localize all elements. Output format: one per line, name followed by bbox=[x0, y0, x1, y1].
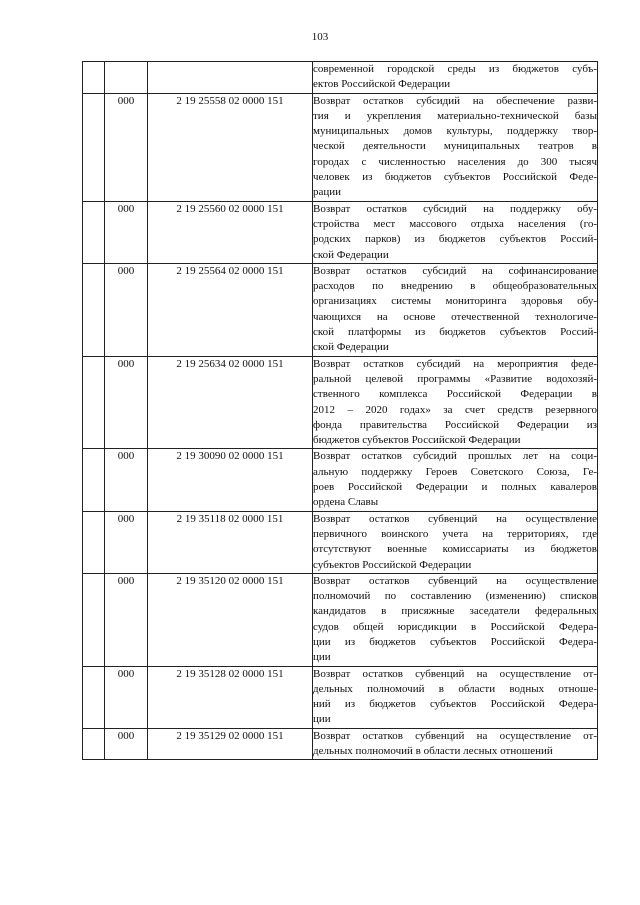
revenue-name-cell bbox=[313, 263, 598, 356]
revenue-name-line: Возврат остатков субвенций на осуществление bbox=[313, 574, 597, 587]
revenue-name-line: полномочий по составлению (изменению) списков bbox=[313, 590, 597, 603]
table-row bbox=[83, 449, 598, 511]
revenue-name-cell bbox=[313, 666, 598, 728]
revenue-name-line: Возврат остатков субсидий на софинансирование bbox=[313, 264, 597, 277]
revenue-name-line: ской Федерации bbox=[313, 248, 389, 261]
revenue-name-cell bbox=[313, 62, 598, 94]
administrator-code-cell bbox=[105, 62, 148, 94]
administrator-code-cell: 000 bbox=[105, 263, 148, 356]
revenue-name-line: Возврат остатков субсидий на мероприятия феде- bbox=[313, 357, 597, 370]
empty-cell bbox=[83, 263, 105, 356]
empty-cell bbox=[83, 449, 105, 511]
revenue-name-line: альную поддержку Героев Советского Союза, Ге- bbox=[313, 465, 597, 478]
table-row bbox=[83, 263, 598, 356]
revenue-name-line: Возврат остатков субсидий прошлых лет на соци- bbox=[313, 450, 597, 463]
empty-cell bbox=[83, 728, 105, 760]
budget-classification-table bbox=[82, 61, 598, 760]
revenue-name-line: судов общей юрисдикции в Российской Федера- bbox=[313, 620, 597, 633]
revenue-name-cell bbox=[313, 573, 598, 666]
administrator-code-cell: 000 bbox=[105, 728, 148, 760]
revenue-name-line: ции bbox=[313, 651, 331, 664]
administrator-code-cell: 000 bbox=[105, 201, 148, 263]
revenue-name-line: 2012 – 2020 годах» за счет средств резервного bbox=[313, 403, 597, 416]
revenue-name-cell bbox=[313, 728, 598, 760]
budget-code-cell: 2 19 25564 02 0000 151 bbox=[148, 263, 313, 356]
revenue-name-line: ции из бюджетов субъектов Российской Федера- bbox=[313, 635, 597, 648]
budget-code-cell: 2 19 35129 02 0000 151 bbox=[148, 728, 313, 760]
administrator-code-cell: 000 bbox=[105, 511, 148, 573]
revenue-name-cell bbox=[313, 356, 598, 449]
revenue-name-line: городах с численностью населения до 300 тысяч bbox=[313, 155, 597, 168]
revenue-name-line: ческой деятельности муниципальных театров в bbox=[313, 140, 597, 153]
budget-code-cell: 2 19 35128 02 0000 151 bbox=[148, 666, 313, 728]
budget-code-cell: 2 19 25634 02 0000 151 bbox=[148, 356, 313, 449]
revenue-name-line: ектов Российской Федерации bbox=[313, 78, 451, 91]
revenue-name-line: современной городской среды из бюджетов субъ- bbox=[313, 63, 597, 75]
revenue-name-line: Возврат остатков субвенций на осуществление от- bbox=[313, 667, 597, 680]
budget-code-cell: 2 19 25560 02 0000 151 bbox=[148, 201, 313, 263]
revenue-name-line: отсутствуют военные комиссариаты из бюджетов bbox=[313, 543, 597, 556]
budget-code-cell bbox=[148, 62, 313, 94]
administrator-code-cell: 000 bbox=[105, 93, 148, 201]
empty-cell bbox=[83, 511, 105, 573]
revenue-name-line: роев Российской Федерации и полных кавалеров bbox=[313, 481, 597, 494]
table-row bbox=[83, 728, 598, 760]
table-row bbox=[83, 666, 598, 728]
table-row bbox=[83, 511, 598, 573]
revenue-name-line: ний из бюджетов субъектов Российской Федера- bbox=[313, 698, 597, 711]
table-body bbox=[83, 62, 598, 760]
revenue-name-line: человек из бюджетов субъектов Российской Феде- bbox=[313, 171, 597, 184]
table-row bbox=[83, 201, 598, 263]
table-row bbox=[83, 356, 598, 449]
revenue-name-line: дельных полномочий в области водных отноше- bbox=[313, 682, 597, 695]
revenue-name-line: стройства мест массового отдыха населения (го- bbox=[313, 217, 597, 230]
empty-cell bbox=[83, 573, 105, 666]
revenue-name-line: Возврат остатков субвенций на осуществление от- bbox=[313, 729, 597, 742]
revenue-name-cell bbox=[313, 511, 598, 573]
table-row bbox=[83, 93, 598, 201]
administrator-code-cell: 000 bbox=[105, 356, 148, 449]
revenue-name-line: субъектов Российской Федерации bbox=[313, 558, 472, 571]
revenue-name-line: бюджетов субъектов Российской Федерации bbox=[313, 434, 521, 447]
revenue-name-line: ордена Славы bbox=[313, 496, 379, 509]
administrator-code-cell: 000 bbox=[105, 666, 148, 728]
revenue-name-line: Возврат остатков субвенций на осуществление bbox=[313, 512, 597, 525]
revenue-name-cell bbox=[313, 201, 598, 263]
table-row bbox=[83, 573, 598, 666]
budget-code-cell: 2 19 30090 02 0000 151 bbox=[148, 449, 313, 511]
revenue-name-line: тия и укрепления материально-технической базы bbox=[313, 109, 597, 122]
revenue-name-line: ции bbox=[313, 713, 331, 726]
revenue-name-line: Возврат остатков субсидий на обеспечение разви- bbox=[313, 94, 597, 107]
empty-cell bbox=[83, 62, 105, 94]
empty-cell bbox=[83, 666, 105, 728]
revenue-name-line: дельных полномочий в области лесных отношений bbox=[313, 745, 553, 758]
empty-cell bbox=[83, 93, 105, 201]
administrator-code-cell: 000 bbox=[105, 573, 148, 666]
page-number: 103 bbox=[311, 31, 329, 43]
revenue-name-line: организациях системы мониторинга здоровья обу- bbox=[313, 295, 597, 308]
revenue-name-line: чающихся на основе отечественной технологиче- bbox=[313, 310, 597, 323]
revenue-name-line: Возврат остатков субсидий на поддержку обу- bbox=[313, 202, 597, 215]
revenue-name-line: расходов по внедрению в общеобразовательных bbox=[313, 280, 597, 293]
revenue-name-line: ской платформы из бюджетов субъектов Россий- bbox=[313, 326, 597, 339]
revenue-name-line: муниципальных домов культуры, поддержку твор- bbox=[313, 125, 597, 138]
revenue-name-line: ральной целевой программы «Развитие водохозяй- bbox=[313, 372, 597, 385]
empty-cell bbox=[83, 201, 105, 263]
revenue-name-cell bbox=[313, 93, 598, 201]
revenue-name-line: кандидатов в присяжные заседатели федеральных bbox=[313, 605, 597, 618]
administrator-code-cell: 000 bbox=[105, 449, 148, 511]
empty-cell bbox=[83, 356, 105, 449]
revenue-name-line: ственного комплекса Российской Федерации в bbox=[313, 388, 597, 401]
table-row bbox=[83, 62, 598, 94]
revenue-name-cell bbox=[313, 449, 598, 511]
budget-code-cell: 2 19 35118 02 0000 151 bbox=[148, 511, 313, 573]
budget-code-cell: 2 19 35120 02 0000 151 bbox=[148, 573, 313, 666]
budget-code-cell: 2 19 25558 02 0000 151 bbox=[148, 93, 313, 201]
revenue-name-line: рации bbox=[313, 186, 342, 199]
revenue-name-line: первичного воинского учета на территориях, где bbox=[313, 527, 597, 540]
revenue-name-line: фонда правительства Российской Федерации из bbox=[313, 418, 597, 431]
revenue-name-line: родских парков) из бюджетов субъектов Россий- bbox=[313, 233, 597, 246]
revenue-name-line: ской Федерации bbox=[313, 341, 389, 354]
